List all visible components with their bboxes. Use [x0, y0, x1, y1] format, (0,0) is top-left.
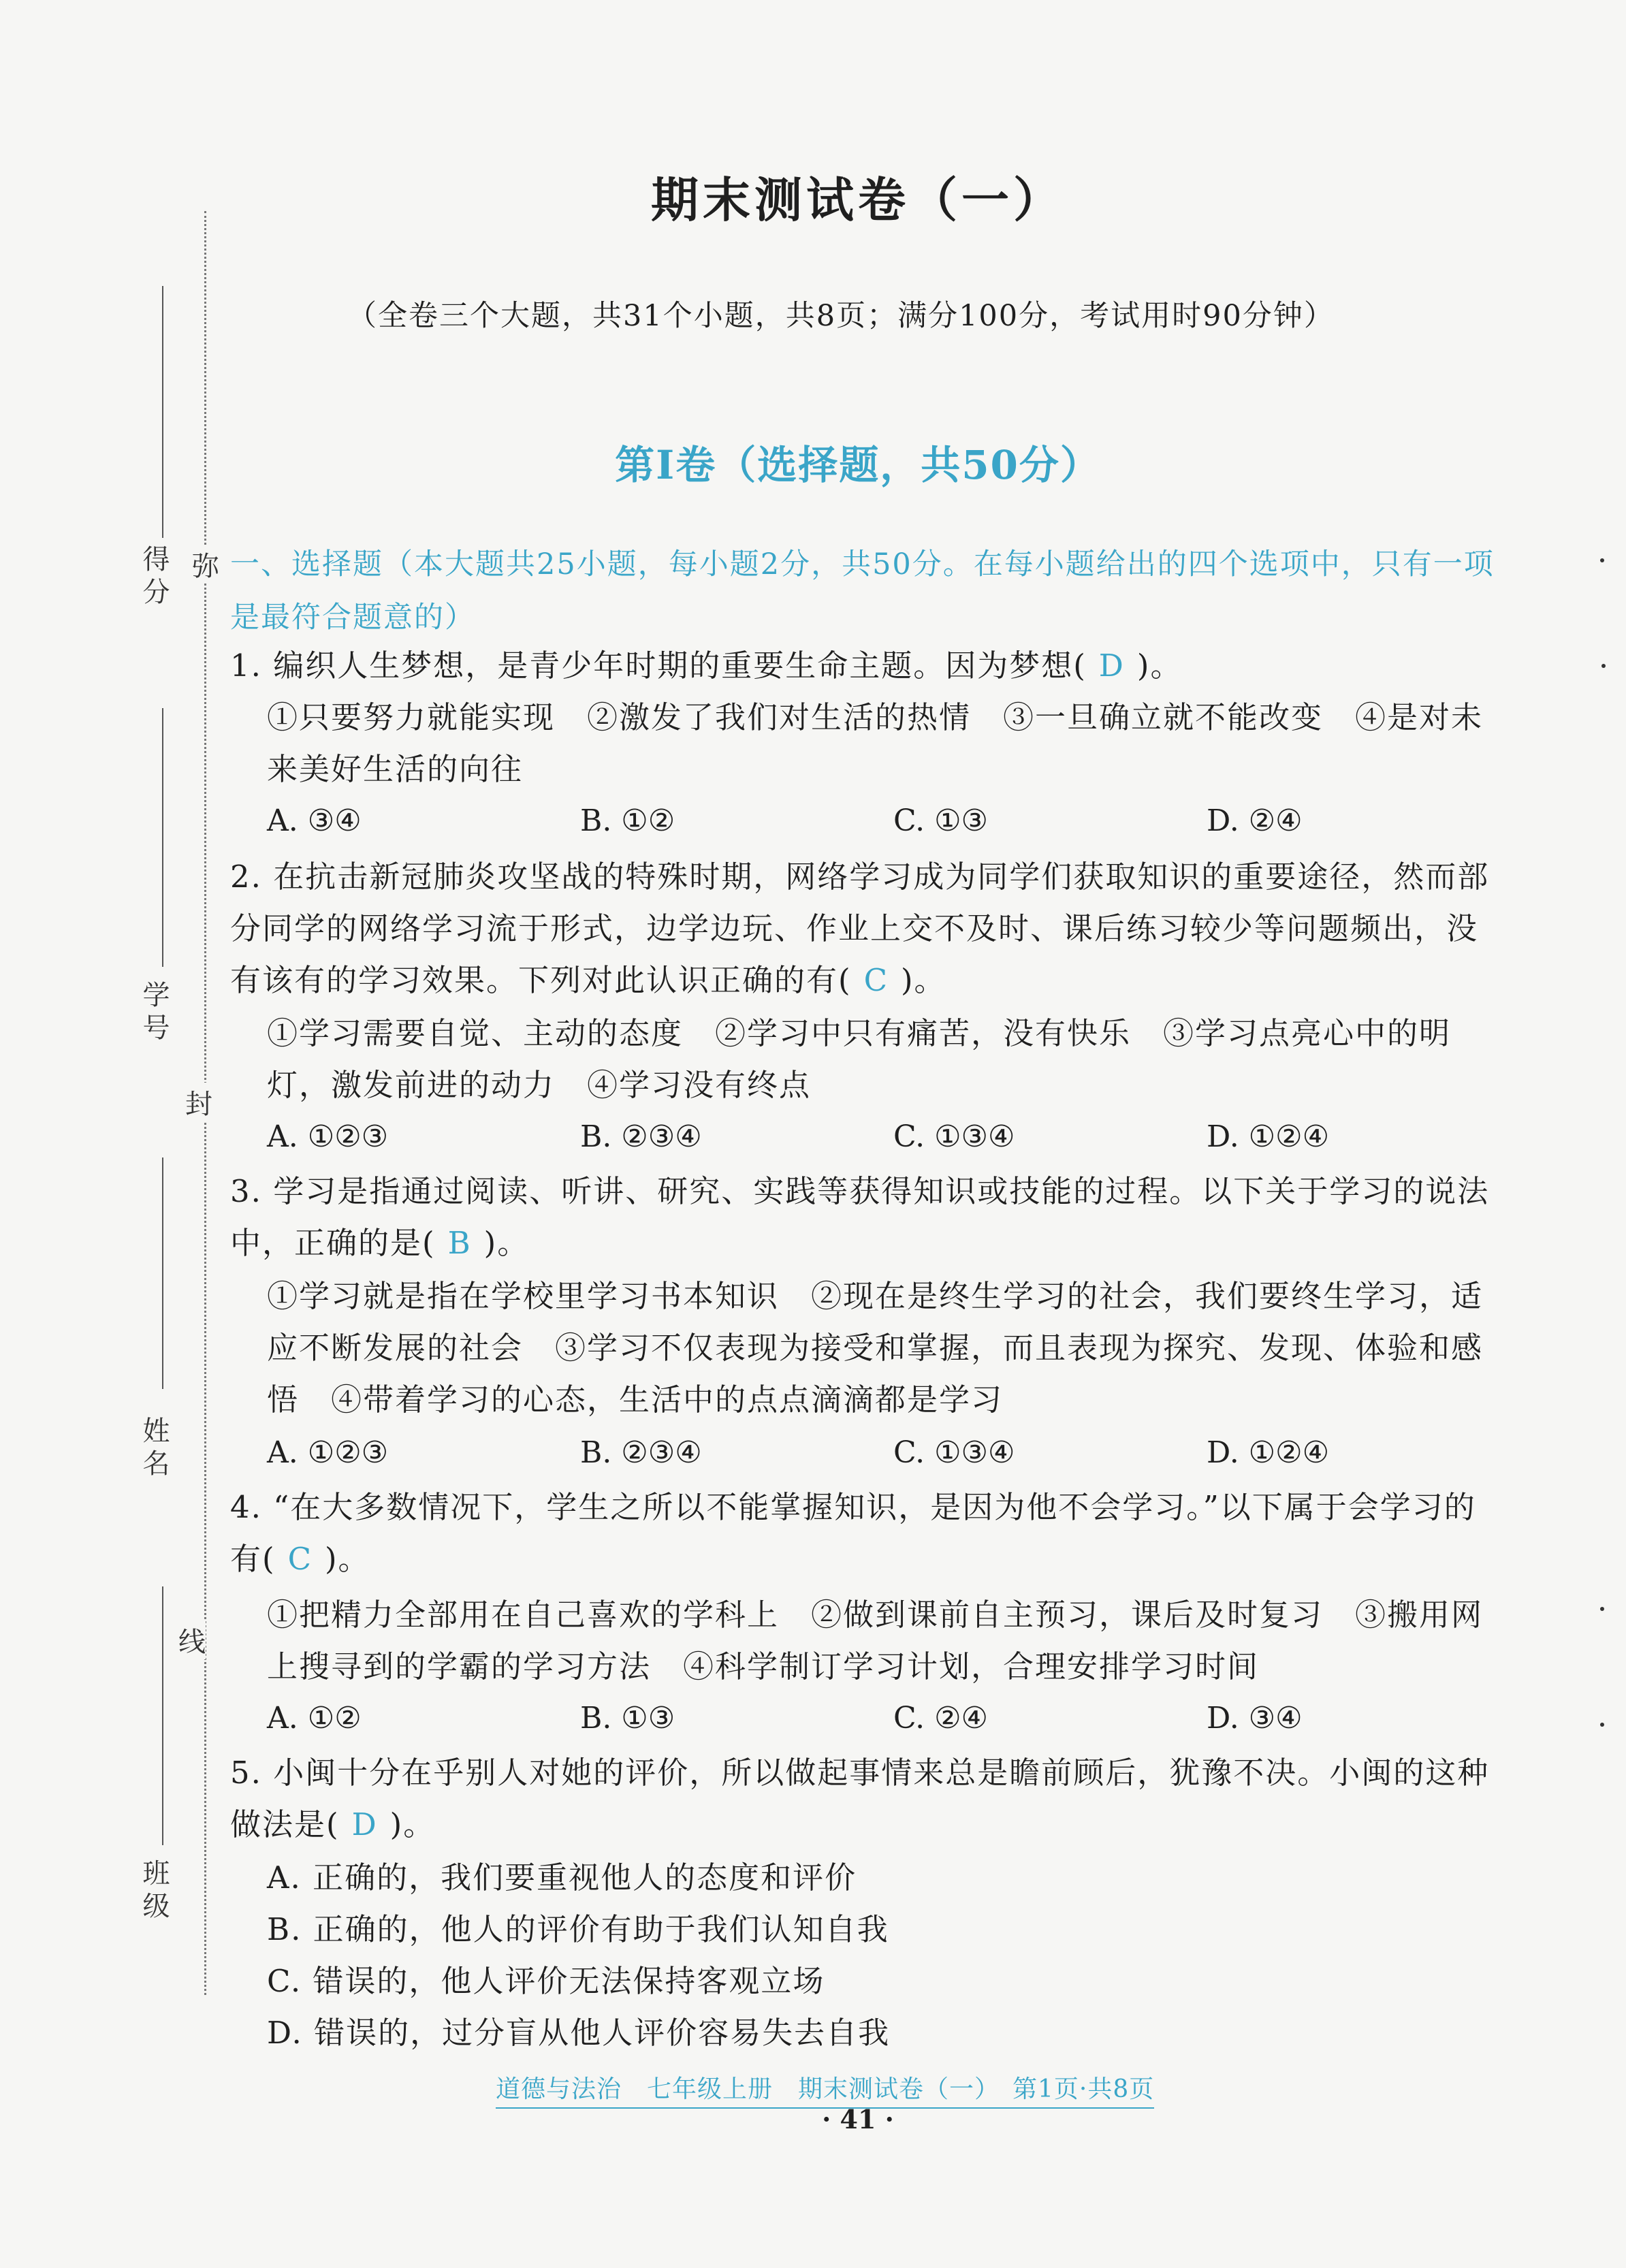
answer: C [863, 962, 889, 998]
page-number: · 41 · [822, 2104, 894, 2135]
score-blank-line [162, 286, 163, 538]
question-stem-end: )。 [483, 1225, 530, 1261]
question-stem-end: )。 [901, 962, 946, 998]
answer: B [447, 1225, 472, 1261]
choice-b: B. ①③ [580, 1701, 675, 1736]
section-title: 第Ⅰ卷（选择题，共50分） [615, 442, 1101, 488]
question-stem: 4. “在大多数情况下，学生之所以不能掌握知识，是因为他不会学习。”以下属于会学习的有( [230, 1489, 1476, 1577]
question-2-choices [267, 1111, 1497, 1163]
question-2 [230, 851, 1497, 1006]
student-id-blank-line [162, 708, 163, 967]
name-label: 姓名 [138, 1416, 170, 1482]
page-title: 期末测试卷（一） [651, 172, 1065, 228]
question-4 [230, 1482, 1497, 1585]
question-1-choices [267, 795, 1497, 847]
choice-d: D. 错误的，过分盲从他人评价容易失去自我 [267, 2015, 891, 2051]
name-blank-line [162, 1157, 163, 1389]
choice-d: D. ①②④ [1207, 1435, 1330, 1470]
question-stem: 5. 小闽十分在乎别人对她的评价，所以做起事情来总是瞻前顾后，犹豫不决。小闽的这种做法是( [230, 1755, 1490, 1842]
seal-feng: 封 [185, 1083, 212, 1121]
question-stem: 1. 编织人生梦想，是青少年时期的重要生命主题。因为梦想( [230, 648, 1087, 684]
choice-d: D. ①②④ [1207, 1119, 1330, 1154]
score-label: 得分 [138, 545, 170, 610]
question-1-statements: ①只要努力就能实现 ②激发了我们对生活的热情 ③一旦确立就不能改变 ④是对未来美好生活的向往 [267, 699, 1484, 787]
choice-a: A. 正确的，我们要重视他人的态度和评价 [267, 1859, 857, 1896]
question-stem-end: )。 [1136, 648, 1183, 684]
scan-mark [1600, 558, 1604, 562]
question-5 [230, 1747, 1497, 1851]
choice-a: A. ①② [267, 1701, 362, 1736]
question-2-statements: ①学习需要自觉、主动的态度 ②学习中只有痛苦，没有快乐 ③学习点亮心中的明灯，激发前进的动力 ④学习没有终点 [267, 1015, 1452, 1103]
choice-b: B. ②③④ [580, 1119, 702, 1154]
question-3-statements: ①学习就是指在学校里学习书本知识 ②现在是终生学习的社会，我们要终生学习，适应不断发展的社会 ③学习不仅表现为接受和掌握，而且表现为探究、发现、体验和感悟 ④带着学习的心态，生活中的点点滴滴都是学习 [267, 1278, 1484, 1418]
question-stem: 3. 学习是指通过阅读、听讲、研究、实践等获得知识或技能的过程。以下关于学习的说法中，正确的是( [230, 1173, 1490, 1261]
scan-mark [1600, 1723, 1604, 1727]
answer: C [287, 1541, 313, 1577]
question-4-choices [267, 1693, 1497, 1744]
class-label: 班级 [138, 1859, 170, 1924]
page-footer: 道德与法治 七年级上册 期末测试卷（一） 第1页·共8页 [496, 2070, 1154, 2109]
question-1 [230, 640, 1497, 692]
student-id-label: 学号 [138, 980, 170, 1046]
choice-d: D. ③④ [1207, 1701, 1303, 1736]
choice-d: D. ②④ [1207, 803, 1303, 838]
exam-info: （全卷三个大题，共31个小题，共8页；满分100分，考试用时90分钟） [347, 299, 1335, 333]
scan-mark [1601, 664, 1606, 668]
scan-mark [1600, 1607, 1604, 1611]
choice-a: A. ①②③ [267, 1435, 389, 1470]
section-instructions: 一、选择题（本大题共25小题，每小题2分，共50分。在每小题给出的四个选项中，只有一项是最符合题意的） [230, 547, 1495, 635]
choice-c: C. 错误的，他人评价无法保持客观立场 [267, 1963, 825, 1999]
choice-b: B. 正确的，他人的评价有助于我们认知自我 [267, 1911, 889, 1947]
question-stem: 2. 在抗击新冠肺炎攻坚战的特殊时期，网络学习成为同学们获取知识的重要途径，然而部分同学的网络学习流于形式，边学边玩、作业上交不及时、课后练习较少等问题频出，没有该有的学习效果。下列对此认识正确的有( [230, 859, 1490, 998]
choice-c: C. ①③④ [893, 1119, 1015, 1154]
answer: D [1098, 648, 1125, 684]
class-blank-line [162, 1586, 163, 1845]
question-3 [230, 1166, 1497, 1269]
seal-mi: 弥 [192, 545, 219, 584]
choice-c: C. ①③④ [893, 1435, 1015, 1470]
question-stem-end: )。 [325, 1541, 370, 1577]
choice-b: B. ①② [580, 803, 675, 838]
question-3-choices [267, 1427, 1497, 1479]
choice-c: C. ①③ [893, 803, 988, 838]
choice-a: A. ③④ [267, 803, 362, 838]
choice-b: B. ②③④ [580, 1435, 702, 1470]
question-stem-end: )。 [389, 1806, 436, 1842]
answer: D [351, 1806, 378, 1842]
choice-c: C. ②④ [893, 1701, 988, 1736]
question-4-statements: ①把精力全部用在自己喜欢的学科上 ②做到课前自主预习，课后及时复习 ③搬用网上搜寻到的学霸的学习方法 ④科学制订学习计划，合理安排学习时间 [267, 1597, 1484, 1684]
choice-a: A. ①②③ [267, 1119, 389, 1154]
seal-xian: 线 [178, 1620, 206, 1659]
